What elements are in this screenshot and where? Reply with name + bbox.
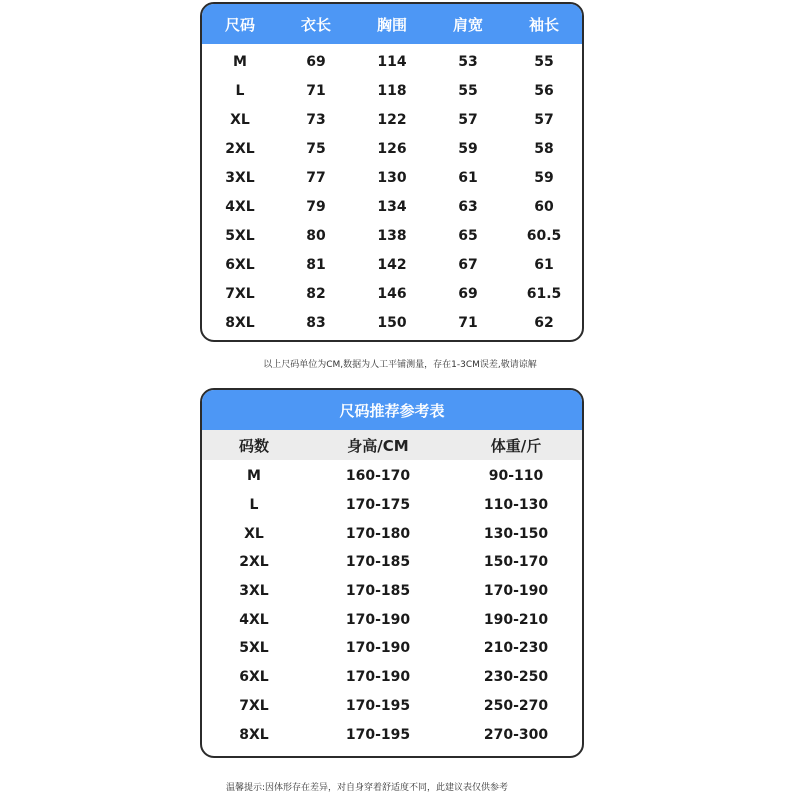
table-cell: 61.5 — [526, 285, 562, 302]
table-cell: L — [235, 82, 245, 99]
table-cell: 6XL — [225, 256, 255, 273]
table-cell: 7XL — [225, 285, 255, 302]
table-cell: 210-230 — [483, 640, 549, 657]
table-cell: 61 — [458, 169, 478, 186]
table-cell: 69 — [458, 285, 478, 302]
tip-note: 温馨提示:因体形存在差异，对自身穿着舒适度不同，此建议表仅供参考 — [226, 783, 509, 793]
table-cell: 3XL — [225, 169, 255, 186]
table-row — [202, 279, 582, 308]
table-row — [202, 47, 582, 76]
table-row — [202, 634, 582, 663]
table-cell: 126 — [377, 140, 407, 157]
table-row — [202, 134, 582, 163]
measurement-note: 以上尺码单位为CM,数据为人工平铺测量，存在1-3CM误差,敬请谅解 — [263, 360, 537, 370]
table-cell: 150 — [377, 314, 407, 331]
table-cell: 63 — [458, 198, 478, 215]
table-cell: 57 — [458, 111, 478, 128]
table-row — [202, 308, 582, 337]
header-cell: 身高/CM — [347, 436, 409, 455]
table-row — [202, 163, 582, 192]
table-cell: 5XL — [225, 227, 255, 244]
table-cell: 170-190 — [483, 583, 549, 600]
table-cell: 6XL — [239, 669, 269, 686]
header-cell: 肩宽 — [452, 15, 483, 34]
table-cell: 4XL — [239, 611, 269, 628]
table-row — [202, 720, 582, 749]
table-cell: 230-250 — [483, 669, 549, 686]
table-cell: 142 — [377, 256, 407, 273]
table-cell: 57 — [534, 111, 554, 128]
table-cell: 73 — [306, 111, 326, 128]
table-row — [202, 76, 582, 105]
measure-table-header — [202, 4, 582, 44]
table-cell: XL — [244, 525, 264, 542]
table-cell: 55 — [534, 53, 554, 70]
table-cell: 75 — [306, 140, 326, 157]
table-cell: 170-195 — [345, 697, 411, 714]
table-cell: 122 — [377, 111, 407, 128]
table-cell: 69 — [306, 53, 326, 70]
recommend-table-title: 尺码推荐参考表 — [202, 390, 582, 430]
table-cell: 190-210 — [483, 611, 549, 628]
table-row — [202, 221, 582, 250]
table-row — [202, 491, 582, 520]
table-cell: 2XL — [225, 140, 255, 157]
table-cell: 81 — [306, 256, 326, 273]
table-cell: 134 — [377, 198, 407, 215]
table-cell: 170-185 — [345, 583, 411, 600]
table-row — [202, 105, 582, 134]
table-cell: 71 — [306, 82, 326, 99]
measure-table-body — [202, 44, 582, 337]
table-cell: L — [249, 497, 259, 514]
table-cell: 160-170 — [345, 468, 411, 485]
header-cell: 尺码 — [224, 15, 255, 34]
table-cell: 55 — [458, 82, 478, 99]
header-cell: 袖长 — [528, 15, 559, 34]
table-cell: 4XL — [225, 198, 255, 215]
recommend-table-body — [202, 460, 582, 749]
table-cell: 71 — [458, 314, 478, 331]
table-row — [202, 605, 582, 634]
table-cell: 3XL — [239, 583, 269, 600]
size-recommendation-table — [200, 388, 584, 758]
table-cell: 170-180 — [345, 525, 411, 542]
table-cell: 130 — [377, 169, 407, 186]
table-cell: XL — [230, 111, 250, 128]
table-cell: 150-170 — [483, 554, 549, 571]
table-cell: 61 — [534, 256, 554, 273]
table-cell: 59 — [458, 140, 478, 157]
table-cell: 170-190 — [345, 611, 411, 628]
table-row — [202, 250, 582, 279]
table-cell: 65 — [458, 227, 478, 244]
table-cell: 130-150 — [483, 525, 549, 542]
recommend-table-header — [202, 430, 582, 460]
table-cell: 80 — [306, 227, 326, 244]
table-cell: 56 — [534, 82, 554, 99]
table-row — [202, 462, 582, 491]
table-row — [202, 192, 582, 221]
table-cell: 79 — [306, 198, 326, 215]
table-cell: 118 — [377, 82, 407, 99]
table-cell: 8XL — [225, 314, 255, 331]
table-row — [202, 519, 582, 548]
table-cell: 90-110 — [488, 468, 544, 485]
table-row — [202, 692, 582, 721]
header-cell: 码数 — [238, 436, 269, 455]
table-row — [202, 663, 582, 692]
table-cell: 170-190 — [345, 669, 411, 686]
header-cell: 体重/斤 — [490, 436, 542, 455]
table-cell: 62 — [534, 314, 554, 331]
table-cell: 59 — [534, 169, 554, 186]
table-cell: 8XL — [239, 726, 269, 743]
table-cell: M — [247, 468, 261, 485]
table-cell: 250-270 — [483, 697, 549, 714]
table-cell: 7XL — [239, 697, 269, 714]
table-cell: 2XL — [239, 554, 269, 571]
table-cell: 146 — [377, 285, 407, 302]
table-cell: 170-175 — [345, 497, 411, 514]
table-cell: 77 — [306, 169, 326, 186]
table-cell: 5XL — [239, 640, 269, 657]
size-measurement-table — [200, 2, 584, 342]
table-cell: 110-130 — [483, 497, 549, 514]
table-cell: 53 — [458, 53, 478, 70]
table-cell: 58 — [534, 140, 554, 157]
header-cell: 衣长 — [300, 15, 331, 34]
table-cell: 170-195 — [345, 726, 411, 743]
table-cell: 114 — [377, 53, 407, 70]
table-cell: 82 — [306, 285, 326, 302]
table-cell: 60.5 — [526, 227, 562, 244]
table-row — [202, 548, 582, 577]
header-cell: 胸围 — [376, 15, 407, 34]
table-cell: 60 — [534, 198, 554, 215]
table-cell: 170-190 — [345, 640, 411, 657]
table-row — [202, 577, 582, 606]
table-cell: 270-300 — [483, 726, 549, 743]
table-cell: 83 — [306, 314, 326, 331]
table-cell: M — [233, 53, 247, 70]
table-cell: 67 — [458, 256, 478, 273]
table-cell: 138 — [377, 227, 407, 244]
table-cell: 170-185 — [345, 554, 411, 571]
